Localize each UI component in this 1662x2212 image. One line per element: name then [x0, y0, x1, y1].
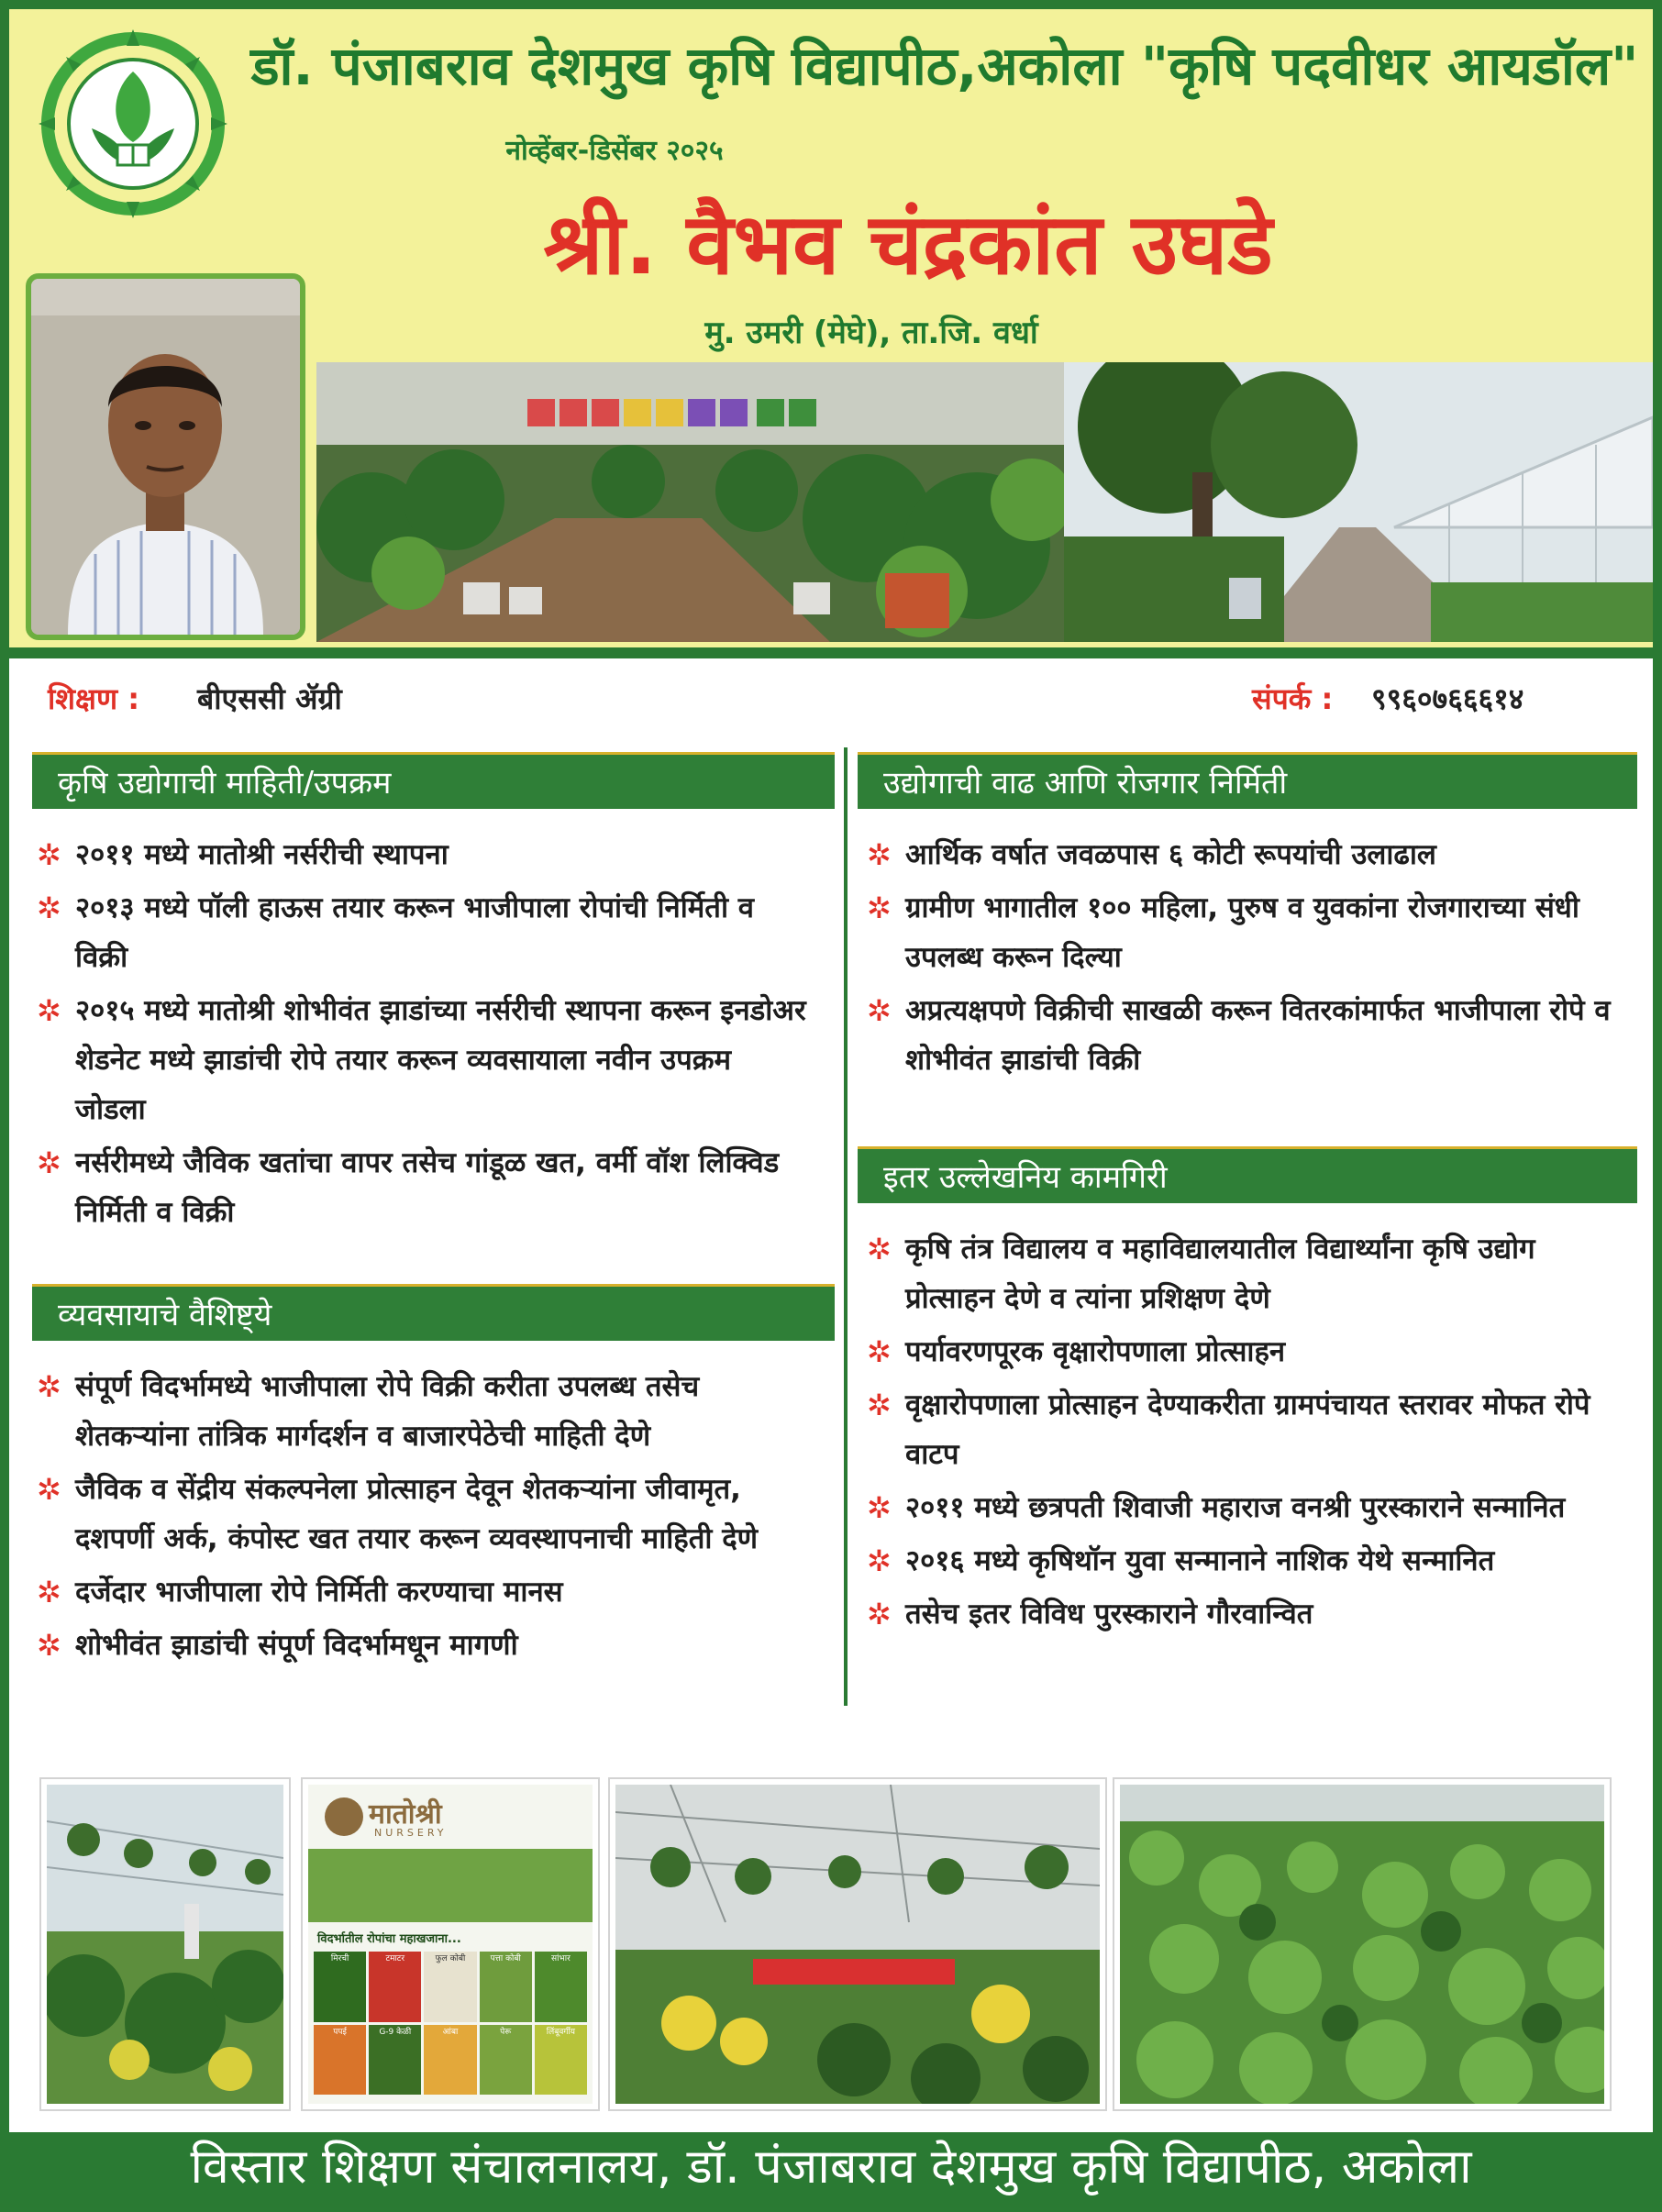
section-header-business-features: व्यवसायाचे वैशिष्ट्ये: [32, 1284, 835, 1341]
university-logo: [37, 28, 229, 220]
brochure-brand: मातोश्री: [369, 1798, 442, 1830]
veg-tile: टमाटर: [369, 1952, 421, 2022]
veg-tile: पत्ता कोबी: [480, 1952, 532, 2022]
contact-value: ९९६०७६६६१४: [1371, 681, 1524, 716]
bullet-icon: ✲: [867, 993, 892, 1028]
education-label: शिक्षण :: [48, 681, 140, 716]
seedling-beds-photo: [1114, 1779, 1610, 2109]
growth-employment-list: [867, 830, 1628, 1089]
veg-tile: आंबा: [424, 2025, 476, 2096]
campus-banner-photo: [1064, 362, 1653, 642]
section-header-other-achievements: इतर उल्लेखनिय कामगिरी: [858, 1146, 1637, 1203]
business-features-list: [37, 1362, 807, 1674]
polyhouse-photo: [41, 1779, 289, 2109]
list-item: ✲ २०१५ मध्ये मातोश्री शोभीवंत झाडांच्या नर्सरीची स्थापना करून इनडोअर शेडनेट मध्ये झाडांची रोपे तयार करून व्यवसायाला नवीन उपक्रम जोडला: [37, 986, 807, 1134]
bullet-icon: ✲: [867, 1597, 892, 1631]
list-item: ✲ आर्थिक वर्षात जवळपास ६ कोटी रूपयांची उलाढाल: [867, 830, 1628, 879]
bullet-icon: ✲: [37, 890, 61, 925]
list-item: ✲ दर्जेदार भाजीपाला रोपे निर्मिती करण्याचा मानस: [37, 1567, 807, 1617]
list-item: ✲ कृषि तंत्र विद्यालय व महाविद्यालयातील विद्यार्थ्यांना कृषि उद्योग प्रोत्साहन देणे व त्यांना प्रशिक्षण देणे: [867, 1224, 1628, 1323]
education-value: बीएससी ॲग्री: [197, 681, 342, 716]
bullet-icon: ✲: [37, 1628, 61, 1663]
list-item: ✲ २०१३ मध्ये पॉली हाऊस तयार करून भाजीपाला रोपांची निर्मिती व विक्री: [37, 883, 807, 982]
bullet-icon: ✲: [867, 890, 892, 925]
column-divider: [844, 747, 848, 1706]
section-header-growth-employment: उद्योगाची वाढ आणि रोजगार निर्मिती: [858, 752, 1637, 809]
list-item: ✲ संपूर्ण विदर्भामध्ये भाजीपाला रोपे विक्री करीता उपलब्ध तसेच शेतकऱ्यांना तांत्रिक मार्गदर्शन व बाजारपेठेची माहिती देणे: [37, 1362, 807, 1461]
bullet-icon: ✲: [37, 1369, 61, 1404]
header-divider: [9, 647, 1653, 658]
veg-tile: सांभार: [535, 1952, 587, 2022]
nursery-banner-photo: [316, 362, 1064, 642]
veg-tile: G-9 केळी: [369, 2025, 421, 2096]
idol-place: मु. उमरी (मेघे), ता.जि. वर्धा: [704, 315, 1038, 351]
bullet-icon: ✲: [37, 993, 61, 1028]
list-item: ✲ ग्रामीण भागातील १०० महिला, पुरुष व युवकांना रोजगाराच्या संधी उपलब्ध करून दिल्या: [867, 883, 1628, 982]
bullet-icon: ✲: [867, 837, 892, 872]
bullet-icon: ✲: [37, 1472, 61, 1507]
bullet-icon: ✲: [867, 1334, 892, 1369]
footer-banner: विस्तार शिक्षण संचालनालय, डॉ. पंजाबराव देशमुख कृषि विद्यापीठ, अकोला: [9, 2132, 1653, 2203]
bullet-icon: ✲: [867, 1232, 892, 1266]
idol-portrait: [26, 273, 305, 640]
list-item: ✲ नर्सरीमध्ये जैविक खतांचा वापर तसेच गांडूळ खत, वर्मी वॉश लिक्विड निर्मिती व विक्री: [37, 1138, 807, 1237]
list-item: ✲ पर्यावरणपूरक वृक्षारोपणाला प्रोत्साहन: [867, 1327, 1628, 1377]
header-title: डॉ. पंजाबराव देशमुख कृषि विद्यापीठ,अकोला "कृषि पदवीधर आयडॉल": [250, 35, 1639, 97]
list-item: ✲ वृक्षारोपणाला प्रोत्साहन देण्याकरीता ग्रामपंचायत स्तरावर मोफत रोपे वाटप: [867, 1380, 1628, 1479]
list-item: ✲ शोभीवंत झाडांची संपूर्ण विदर्भामधून मागणी: [37, 1620, 807, 1670]
list-item: ✲ २०११ मध्ये छत्रपती शिवाजी महाराज वनश्री पुरस्काराने सन्मानित: [867, 1483, 1628, 1532]
brochure-tagline: विदर्भातील रोपांचा महाखजाना...: [317, 1932, 461, 1946]
veg-tile: पपई: [314, 2025, 366, 2096]
bullet-icon: ✲: [867, 1490, 892, 1525]
bullet-icon: ✲: [37, 1575, 61, 1609]
header-date: नोव्हेंबर-डिसेंबर २०२५: [505, 135, 724, 167]
list-item: ✲ २०११ मध्ये मातोश्री नर्सरीची स्थापना: [37, 830, 807, 879]
veg-tile: लिंबूवर्गीय: [535, 2025, 587, 2096]
brochure-sub: NURSERY: [374, 1827, 448, 1839]
veg-tile: पेरू: [480, 2025, 532, 2096]
brochure-logo-icon: [325, 1797, 363, 1836]
brochure-field-bg: [308, 1849, 593, 1922]
industry-info-list: [37, 830, 807, 1241]
veg-tile: मिरची: [314, 1952, 366, 2022]
nursery-brochure: [303, 1779, 598, 2109]
list-item: ✲ तसेच इतर विविध पुरस्काराने गौरवान्वित: [867, 1589, 1628, 1639]
list-item: ✲ अप्रत्यक्षपणे विक्रीची साखळी करून वितरकांमार्फत भाजीपाला रोपे व शोभीवंत झाडांची विक्री: [867, 986, 1628, 1085]
section-header-industry-info: कृषि उद्योगाची माहिती/उपक्रम: [32, 752, 835, 809]
bullet-icon: ✲: [37, 837, 61, 872]
brochure-veg-grid: [314, 1952, 587, 2095]
bullet-icon: ✲: [867, 1543, 892, 1578]
list-item: ✲ जैविक व सेंद्रीय संकल्पनेला प्रोत्साहन देवून शेतकऱ्यांना जीवामृत, दशपर्णी अर्क, कंपोस्ट खत तयार करून व्यवस्थापनाची माहिती देणे: [37, 1465, 807, 1564]
veg-tile: फुल कोबी: [424, 1952, 476, 2022]
bullet-icon: ✲: [867, 1388, 892, 1422]
flower-shed-photo: [610, 1779, 1105, 2109]
contact-label: संपर्क :: [1252, 681, 1334, 716]
list-item: ✲ २०१६ मध्ये कृषिथॉन युवा सन्मानाने नाशिक येथे सन्मानित: [867, 1536, 1628, 1586]
bullet-icon: ✲: [37, 1145, 61, 1180]
idol-name: श्री. वैभव चंद्रकांत उघडे: [543, 195, 1273, 293]
other-achievements-list: [867, 1224, 1628, 1642]
